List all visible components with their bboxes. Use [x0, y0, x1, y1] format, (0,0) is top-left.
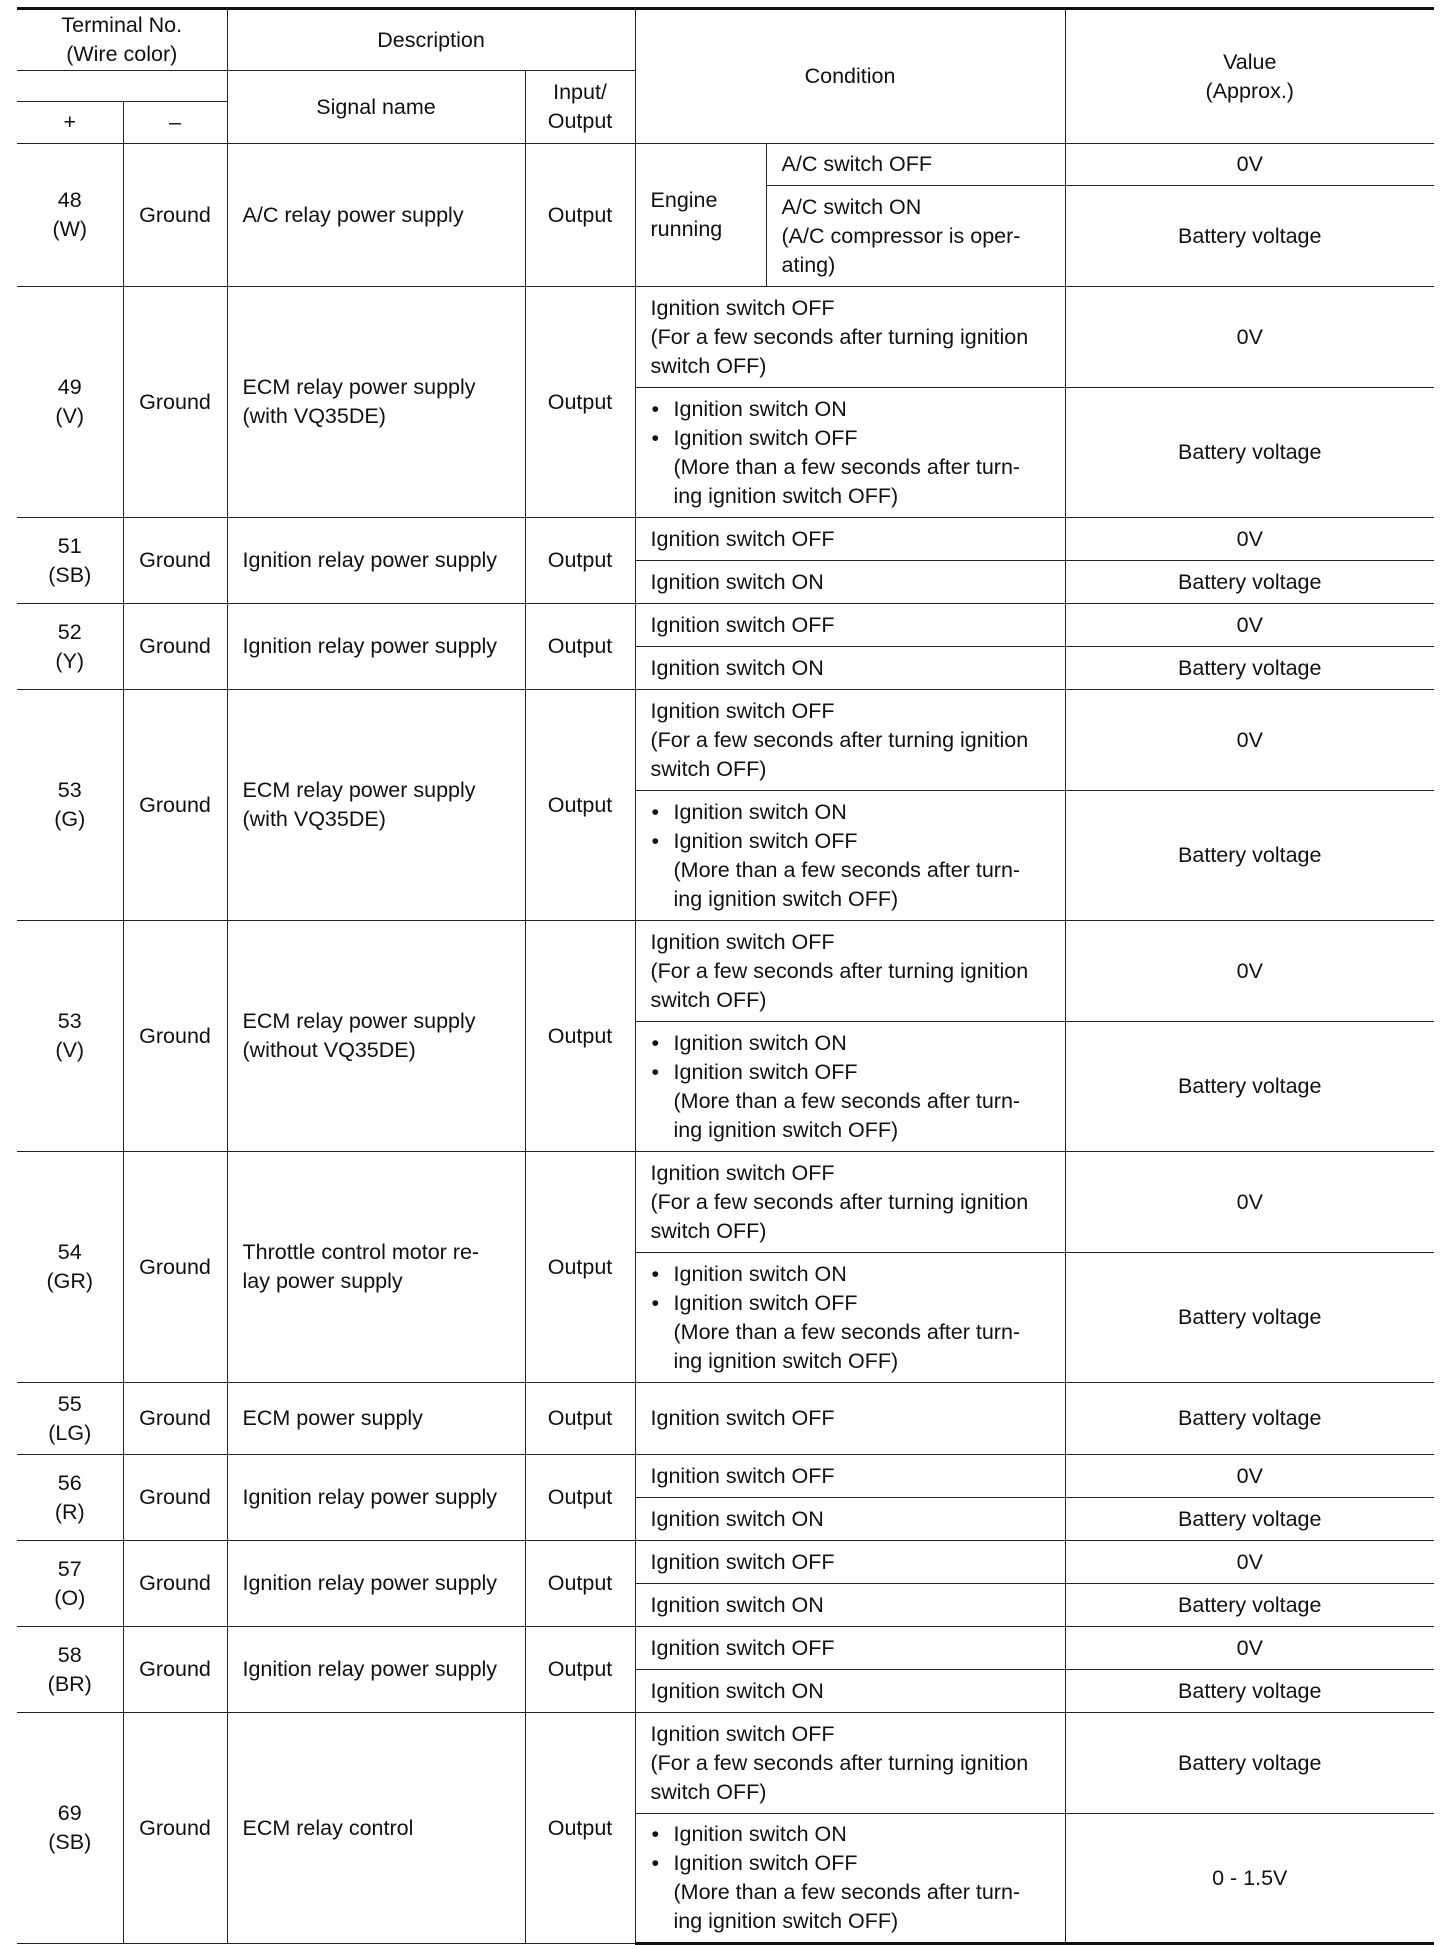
value-cell: 0V	[1065, 921, 1434, 1022]
signal-name-cell: Ignition relay power supply	[227, 1541, 525, 1627]
value-cell: Battery voltage	[1065, 1584, 1434, 1627]
signal-name-cell: Throttle control motor re- lay power supply	[227, 1152, 525, 1383]
signal-name-cell: Ignition relay power supply	[227, 1627, 525, 1713]
ground-cell: Ground	[123, 604, 227, 690]
value-cell: 0V	[1065, 287, 1434, 388]
io-cell: Output	[525, 1713, 635, 1944]
condition-header: Condition	[635, 9, 1065, 144]
table-row	[17, 518, 1434, 561]
io-cell: Output	[525, 1627, 635, 1713]
condition-cell: Ignition switch OFF (For a few seconds after turning ignition switch OFF)	[635, 921, 1065, 1022]
value-cell: Battery voltage	[1065, 1498, 1434, 1541]
value-header: Value (Approx.)	[1065, 9, 1434, 144]
condition-cell: Ignition switch OFF (For a few seconds after turning ignition switch OFF)	[635, 690, 1065, 791]
io-cell: Output	[525, 144, 635, 287]
value-cell: Battery voltage	[1065, 1253, 1434, 1383]
io-cell: Output	[525, 1541, 635, 1627]
table-row	[17, 690, 1434, 791]
value-cell: 0V	[1065, 1152, 1434, 1253]
value-cell: 0V	[1065, 1627, 1434, 1670]
condition-cell: Ignition switch OFF (For a few seconds after turning ignition switch OFF)	[635, 287, 1065, 388]
table-header	[17, 9, 1434, 144]
ground-cell: Ground	[123, 690, 227, 921]
table-row	[17, 1713, 1434, 1814]
table-row	[17, 287, 1434, 388]
condition-cell: • Ignition switch ON • Ignition switch OFF (More than a few seconds after turn- ing ignition switch OFF)	[635, 1253, 1065, 1383]
wire-color-header	[17, 71, 227, 102]
terminal-cell: 55 (LG)	[17, 1383, 123, 1455]
terminal-cell: 57 (O)	[17, 1541, 123, 1627]
io-cell: Output	[525, 1455, 635, 1541]
table-row	[17, 1383, 1434, 1455]
description-header: Description	[227, 9, 635, 71]
condition-cell: A/C switch ON (A/C compressor is oper- ating)	[766, 186, 1065, 287]
io-cell: Output	[525, 1383, 635, 1455]
condition-cell: • Ignition switch ON • Ignition switch OFF (More than a few seconds after turn- ing ignition switch OFF)	[635, 791, 1065, 921]
signal-name-cell: A/C relay power supply	[227, 144, 525, 287]
terminal-cell: 58 (BR)	[17, 1627, 123, 1713]
terminal-cell: 69 (SB)	[17, 1713, 123, 1944]
condition-cell: • Ignition switch ON • Ignition switch OFF (More than a few seconds after turn- ing ignition switch OFF)	[635, 388, 1065, 518]
ecm-terminal-table	[17, 7, 1434, 1945]
condition-group-cell: Engine running	[635, 144, 766, 287]
condition-cell: Ignition switch OFF	[635, 1541, 1065, 1584]
io-cell: Output	[525, 518, 635, 604]
ground-cell: Ground	[123, 1383, 227, 1455]
condition-cell: Ignition switch ON	[635, 1670, 1065, 1713]
value-cell: Battery voltage	[1065, 561, 1434, 604]
table-row	[17, 1627, 1434, 1670]
plus-terminal-header: +	[17, 102, 123, 144]
input-output-header: Input/ Output	[525, 71, 635, 144]
terminal-cell: 53 (V)	[17, 921, 123, 1152]
terminal-cell: 49 (V)	[17, 287, 123, 518]
ground-cell: Ground	[123, 1541, 227, 1627]
signal-name-cell: ECM relay power supply (without VQ35DE)	[227, 921, 525, 1152]
terminal-cell: 53 (G)	[17, 690, 123, 921]
value-cell: 0V	[1065, 518, 1434, 561]
ground-cell: Ground	[123, 1455, 227, 1541]
terminal-cell: 52 (Y)	[17, 604, 123, 690]
ground-cell: Ground	[123, 1627, 227, 1713]
condition-cell: Ignition switch OFF	[635, 1455, 1065, 1498]
condition-cell: Ignition switch OFF	[635, 604, 1065, 647]
ground-cell: Ground	[123, 518, 227, 604]
table-row	[17, 144, 1434, 186]
value-cell: 0V	[1065, 1455, 1434, 1498]
condition-cell: • Ignition switch ON • Ignition switch OFF (More than a few seconds after turn- ing ignition switch OFF)	[635, 1814, 1065, 1944]
value-cell: 0V	[1065, 604, 1434, 647]
io-cell: Output	[525, 1152, 635, 1383]
signal-name-cell: ECM relay power supply (with VQ35DE)	[227, 690, 525, 921]
ground-cell: Ground	[123, 144, 227, 287]
signal-name-cell: ECM power supply	[227, 1383, 525, 1455]
table-row	[17, 1455, 1434, 1498]
condition-cell: Ignition switch ON	[635, 647, 1065, 690]
value-cell: 0V	[1065, 144, 1434, 186]
io-cell: Output	[525, 287, 635, 518]
terminal-cell: 54 (GR)	[17, 1152, 123, 1383]
ground-cell: Ground	[123, 1713, 227, 1944]
io-cell: Output	[525, 690, 635, 921]
terminal-cell: 48 (W)	[17, 144, 123, 287]
signal-name-cell: ECM relay power supply (with VQ35DE)	[227, 287, 525, 518]
ground-cell: Ground	[123, 1152, 227, 1383]
terminal-cell: 51 (SB)	[17, 518, 123, 604]
value-cell: Battery voltage	[1065, 647, 1434, 690]
value-cell: 0 - 1.5V	[1065, 1814, 1434, 1944]
value-cell: 0V	[1065, 1541, 1434, 1584]
condition-cell: Ignition switch OFF (For a few seconds after turning ignition switch OFF)	[635, 1713, 1065, 1814]
condition-cell: Ignition switch ON	[635, 561, 1065, 604]
terminal-cell: 56 (R)	[17, 1455, 123, 1541]
value-cell: Battery voltage	[1065, 388, 1434, 518]
signal-name-cell: Ignition relay power supply	[227, 604, 525, 690]
io-cell: Output	[525, 921, 635, 1152]
signal-name-cell: ECM relay control	[227, 1713, 525, 1944]
table-row	[17, 1541, 1434, 1584]
signal-name-header: Signal name	[227, 71, 525, 144]
value-cell: 0V	[1065, 690, 1434, 791]
condition-cell: Ignition switch OFF	[635, 518, 1065, 561]
value-cell: Battery voltage	[1065, 1022, 1434, 1152]
condition-cell: Ignition switch OFF	[635, 1627, 1065, 1670]
value-cell: Battery voltage	[1065, 1670, 1434, 1713]
condition-cell: • Ignition switch ON • Ignition switch OFF (More than a few seconds after turn- ing ignition switch OFF)	[635, 1022, 1065, 1152]
value-cell: Battery voltage	[1065, 1383, 1434, 1455]
minus-terminal-header: –	[123, 102, 227, 144]
value-cell: Battery voltage	[1065, 791, 1434, 921]
io-cell: Output	[525, 604, 635, 690]
condition-cell: Ignition switch ON	[635, 1584, 1065, 1627]
ground-cell: Ground	[123, 287, 227, 518]
table-row	[17, 921, 1434, 1022]
condition-cell: Ignition switch ON	[635, 1498, 1065, 1541]
table-row	[17, 604, 1434, 647]
condition-cell: A/C switch OFF	[766, 144, 1065, 186]
terminal-no-header: Terminal No. (Wire color)	[17, 9, 227, 71]
condition-cell: Ignition switch OFF	[635, 1383, 1065, 1455]
ground-cell: Ground	[123, 921, 227, 1152]
signal-name-cell: Ignition relay power supply	[227, 518, 525, 604]
terminal-table-page	[17, 7, 1434, 1945]
table-row	[17, 1152, 1434, 1253]
value-cell: Battery voltage	[1065, 1713, 1434, 1814]
signal-name-cell: Ignition relay power supply	[227, 1455, 525, 1541]
condition-cell: Ignition switch OFF (For a few seconds after turning ignition switch OFF)	[635, 1152, 1065, 1253]
value-cell: Battery voltage	[1065, 186, 1434, 287]
